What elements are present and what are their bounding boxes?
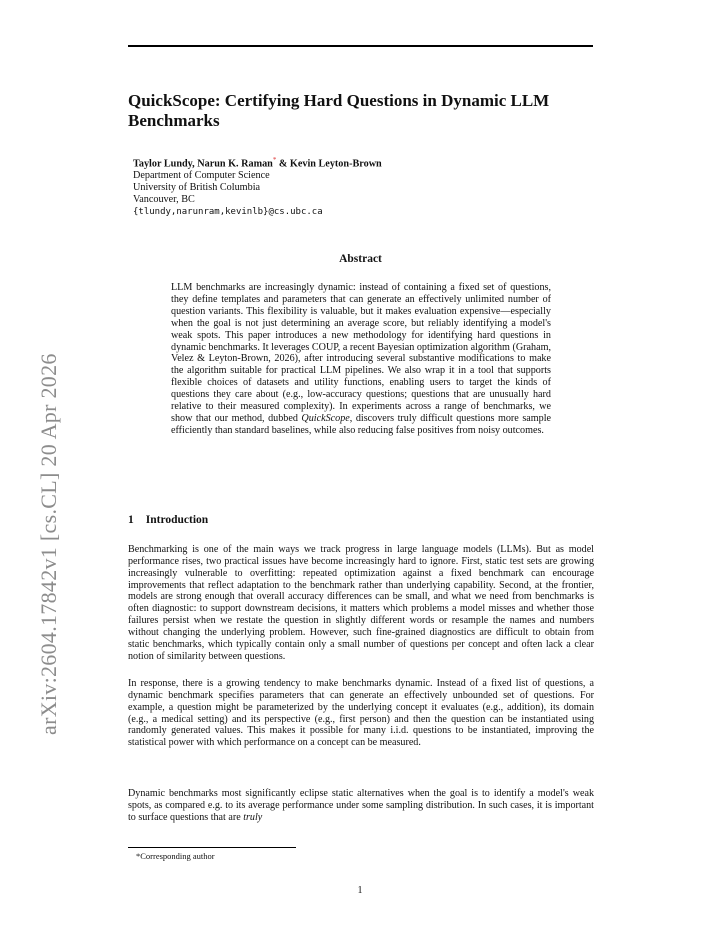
author-names xyxy=(133,154,573,170)
intro-paragraph-1: Benchmarking is one of the main ways we track progress in large language models (LLMs). But as model performance rises, two practical issues have become increasingly hard to ignore. First, static test sets are growing increasingly vulnerable to overfitting: repeated optimization against a fixed benchmark can encourage improvements that reflect adaptation to the benchmark rather than underlying capability. Second, at the frontier, models are strong enough that overall accuracy differences can be small, and what we need from benchmarks is often diagnostic: to support downstream decisions, it matters which problems a model misses and whether those failures persist when we restate the question in slightly different words or resample the names and numbers without changing the underlying problem. However, such fine-grained diagnostics are difficult to obtain from static benchmarks, which typically contain only a small number of questions per concept and often lack a clear notion of similarity between questions. xyxy=(128,544,594,662)
author-university: University of British Columbia xyxy=(133,182,261,194)
intro-paragraph-3-emphasis: truly xyxy=(243,811,263,823)
author-names-first: Taylor Lundy, Narun K. Raman xyxy=(133,158,273,170)
intro-paragraph-2: In response, there is a growing tendency to make benchmarks dynamic. Instead of a fixed list of questions, a dynamic benchmark specifies parameters that can generate an effectively unbounded set of questions. For example, a question might be parameterized by the underlying concept it evaluates (e.g., addition), its domain (e.g., a medical setting) and its perspective (e.g., first person) and then the question can be instantiated using randomly generated values. This makes it possible for many i.i.d. questions to be instantiated, improving the statistical power with which performance on a concept can be measured. xyxy=(128,678,594,749)
section-title: Introduction xyxy=(145,514,209,526)
abstract-text xyxy=(171,282,551,437)
arxiv-identifier: arXiv:2604.17842v1 [cs.CL] 20 Apr 2026 xyxy=(36,353,61,735)
abstract-heading: Abstract xyxy=(339,253,382,265)
author-city: Vancouver, BC xyxy=(133,194,195,206)
paper-title: QuickScope: Certifying Hard Questions in Dynamic LLM Benchmarks xyxy=(128,91,550,130)
author-email: {tlundy,narunram,kevinlb}@cs.ubc.ca xyxy=(133,207,323,218)
author-names-last: & Kevin Leyton-Brown xyxy=(276,158,382,170)
author-block xyxy=(133,154,573,218)
corresponding-mark: * xyxy=(272,156,277,164)
intro-paragraph-3-text: Dynamic benchmarks most significantly eclipse static alternatives when the goal is to identify a model's weak spots, as compared e.g. to its average performance under some sampling distribution. In such cases, it is important to surface questions that are xyxy=(128,788,594,823)
intro-paragraph-3 xyxy=(128,788,594,824)
section-number: 1 xyxy=(128,514,134,526)
abstract-text-part1: LLM benchmarks are increasingly dynamic: instead of containing a fixed set of questions, they define templates and parameters that can generate an effectively unlimited number of question variants. This flexibility is valuable, but it makes evaluation expensive—especially when the goal is not just determining an average score, but reliably identifying a model's weak spots. This paper introduces a new methodology for identifying hard questions in dynamic benchmarks. It leverages COUP, a recent Bayesian optimization algorithm (Graham, Velez & Leyton-Brown, 2026), after introducing several substantive modifications to make the algorithm suitable for practical LLM pipelines. We also wrap it in a tool that supports flexible choices of datasets and utility functions, enabling users to target the kinds of questions they care about (e.g., low-accuracy questions; questions that are unusually hard relative to their measured complexity). In experiments across a range of benchmarks, we show that our method, dubbed xyxy=(171,282,551,424)
abstract-text-part2: , discovers truly difficult questions more sample efficiently than standard baselines, while also reducing false positives from noisy outcomes. xyxy=(171,412,551,436)
author-department: Department of Computer Science xyxy=(133,170,270,182)
footnote: *Corresponding author xyxy=(136,851,215,861)
page-number: 1 xyxy=(357,885,363,896)
footnote-rule xyxy=(128,847,296,848)
top-rule xyxy=(128,45,593,47)
abstract-emphasis: QuickScope xyxy=(301,412,350,424)
section-heading xyxy=(128,514,208,526)
